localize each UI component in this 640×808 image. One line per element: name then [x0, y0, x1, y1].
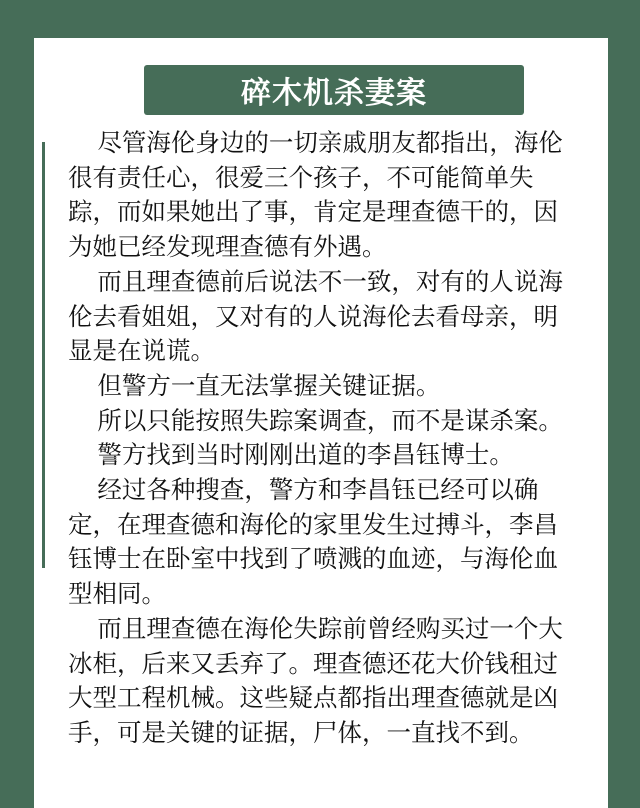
page-title: 碎木机杀妻案: [241, 76, 427, 111]
paragraph: 而且理查德前后说法不一致，对有的人说海伦去看姐姐，又对有的人说海伦去看母亲，明显是在说谎。: [68, 266, 563, 366]
paragraph: 但警方一直无法掌握关键证据。: [97, 370, 441, 400]
paragraph: 所以只能按照失踪案调查，而不是谋杀案。: [97, 405, 563, 435]
paragraph: 经过各种搜查，警方和李昌钰已经可以确定，在理查德和海伦的家里发生过搏斗，李昌钰博士在卧室中找到了喷溅的血迹，与海伦血型相同。: [68, 475, 558, 609]
paragraph: 警方找到当时刚刚出道的李昌钰博士。: [97, 440, 514, 470]
left-accent-rule: [42, 142, 45, 568]
title-banner: [144, 65, 524, 115]
article-card: [34, 38, 608, 808]
article-body: [68, 126, 578, 751]
paragraph: 尽管海伦身边的一切亲戚朋友都指出，海伦很有责任心，很爱三个孩子，不可能简单失踪，而如果她出了事，肯定是理查德干的，因为她已经发现理查德有外遇。: [68, 128, 563, 262]
paragraph: 而且理查德在海伦失踪前曾经购买过一个大冰柜，后来又丢弃了。理查德还花大价钱租过大型工程机械。这些疑点都指出理查德就是凶手，可是关键的证据，尸体，一直找不到。: [68, 613, 563, 747]
